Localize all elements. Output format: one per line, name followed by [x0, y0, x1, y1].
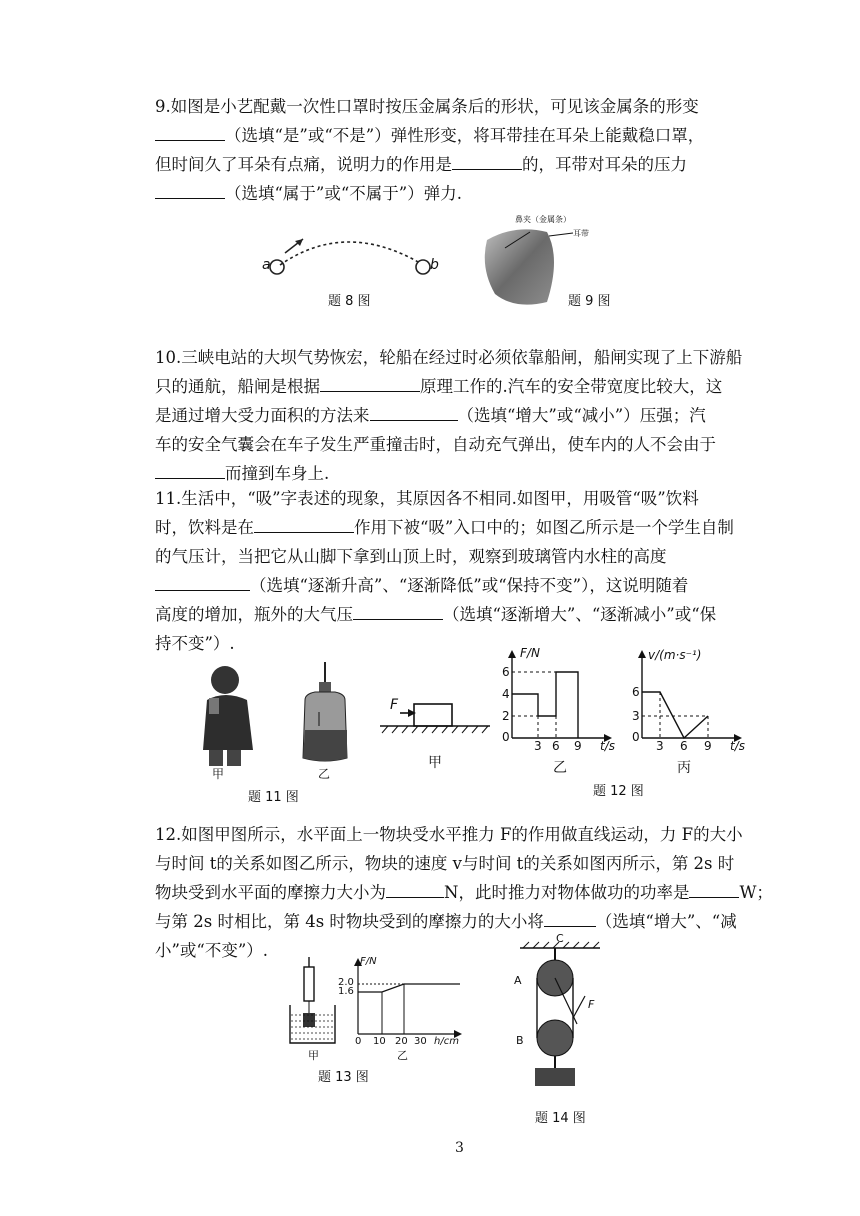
answer-blank[interactable]	[353, 601, 443, 620]
q10-line3: 是通过增大受力面积的方法来 （选填“增大”或“减小”）压强；汽	[155, 401, 775, 430]
fig12-ft-xlabel: t/s	[600, 739, 615, 753]
force-line	[358, 984, 460, 992]
question-12	[155, 820, 775, 965]
fig13-ytick: 1.6	[338, 986, 354, 997]
figure-13-apparatus	[285, 955, 345, 1050]
q10-line1: 10.三峡电站的大坝气势恢宏，轮船在经过时必须依靠船闸，船闸实现了上下游船	[155, 348, 743, 367]
q9-line4: （选填“属于”或“不属于”）弹力.	[155, 179, 775, 208]
answer-blank[interactable]	[155, 572, 250, 591]
q12-line2: 与时间 t的关系如图乙所示，物块的速度 v与时间 t的关系如图丙所示，第 2s 时	[155, 854, 735, 873]
block	[414, 704, 452, 726]
q11-line4: （选填“逐渐升高”、“逐渐降低”或“保持不变”），这说明随着	[155, 571, 775, 600]
question-10	[155, 343, 775, 488]
fig8-caption: 题 8 图	[328, 294, 371, 309]
q12-line5: 小”或“不变”）.	[155, 941, 269, 960]
page-number: 3	[455, 1140, 464, 1156]
answer-blank[interactable]	[386, 879, 444, 898]
fig12-vt-ytick: 0	[632, 730, 640, 744]
velocity-line	[642, 692, 708, 738]
fig13-xtick: 20	[395, 1036, 408, 1047]
q10-line2: 只的通航，船闸是根据 原理工作的.汽车的安全带宽度比较大，这	[155, 372, 775, 401]
fig8-label-b: b	[430, 257, 439, 273]
fig12-label-jia: 甲	[428, 755, 442, 771]
fig9-label-clip: 鼻夹（金属条）	[515, 215, 571, 224]
spring-scale	[304, 967, 314, 1001]
fig13-xtick: 30	[414, 1036, 427, 1047]
q11-line6: 持不变”）.	[155, 634, 235, 653]
trajectory-path	[280, 242, 420, 265]
q12-line4: 与第 2s 时相比，第 4s 时物块受到的摩擦力的大小将 （选填“增大”、“减	[155, 907, 775, 936]
pulley-b	[537, 1020, 573, 1056]
fig11-caption: 题 11 图	[248, 790, 299, 805]
fig12-ft-xtick: 9	[574, 739, 582, 753]
pull-force-arrow-icon	[573, 996, 585, 1018]
q9-line2: （选填“是”或“不是”）弹性形变，将耳带挂在耳朵上能戴稳口罩，	[155, 121, 775, 150]
fig9-label-ear: 耳带	[573, 229, 589, 238]
fig12-ft-xtick: 3	[534, 739, 542, 753]
fig13-xtick: 10	[373, 1036, 386, 1047]
fig12-ft-ytick: 0	[502, 730, 510, 744]
fig12-vt-xtick: 3	[656, 739, 664, 753]
fig12-label-yi: 乙	[553, 760, 567, 776]
mask-shape	[485, 229, 554, 304]
fig9-caption: 题 9 图	[568, 294, 611, 309]
fig13-label-jia: 甲	[308, 1049, 319, 1062]
fig13-caption: 题 13 图	[318, 1070, 369, 1085]
q12-line3: 物块受到水平面的摩擦力大小为 N，此时推力对物体做功的功率是 W；	[155, 878, 775, 907]
answer-blank[interactable]	[320, 373, 420, 392]
fig12-caption: 题 12 图	[593, 784, 644, 799]
fig14-caption: 题 14 图	[535, 1111, 586, 1126]
fig12-label-bing: 丙	[677, 760, 691, 776]
q10-line4: 车的安全气囊会在车子发生严重撞击时，自动充气弹出，使车内的人不会由于	[155, 435, 716, 454]
answer-blank[interactable]	[370, 402, 458, 421]
fig14-label-a: A	[514, 974, 522, 987]
fig14-label-c: C	[556, 932, 564, 945]
answer-blank[interactable]	[689, 879, 739, 898]
ball-a	[270, 260, 284, 274]
fig8-label-a: a	[262, 257, 271, 273]
ball-b	[416, 260, 430, 274]
fig12-force-label: F	[390, 697, 399, 713]
answer-blank[interactable]	[544, 908, 596, 927]
q9-line3: 但时间久了耳朵有点痛，说明力的作用是 的，耳带对耳朵的压力	[155, 150, 775, 179]
answer-blank[interactable]	[155, 180, 225, 199]
fig12-vt-xlabel: t/s	[730, 739, 745, 753]
answer-blank[interactable]	[155, 122, 225, 141]
fig12-vt-xtick: 6	[680, 739, 688, 753]
fig12-ft-ylabel: F/N	[520, 646, 540, 660]
q10-line5: 而撞到车身上.	[155, 459, 775, 488]
fig13-ylabel: F/N	[360, 956, 377, 967]
fig13-xlabel: h/cm	[434, 1036, 459, 1047]
q11-line1: 11.生活中，“吸”字表述的现象，其原因各不相同.如图甲，用吸管“吸”饮料	[155, 489, 699, 508]
fig12-ft-ytick: 6	[502, 665, 510, 679]
fig11-label-jia: 甲	[212, 767, 225, 781]
fig12-ft-xtick: 6	[552, 739, 560, 753]
q11-line5: 高度的增加，瓶外的大气压 （选填“逐渐增大”、“逐渐减小”或“保	[155, 600, 775, 629]
answer-blank[interactable]	[452, 151, 522, 170]
fig13-ytick: 2.0	[338, 977, 354, 988]
fig13-label-yi: 乙	[397, 1049, 408, 1062]
answer-blank[interactable]	[254, 514, 354, 533]
q11-line3: 的气压计，当把它从山脚下拿到山顶上时，观察到玻璃管内水柱的高度	[155, 547, 667, 566]
fig12-vt-ylabel: v/(m·s⁻¹)	[648, 648, 702, 662]
q11-line2: 时，饮料是在 作用下被“吸”入口中的；如图乙所示是一个学生自制	[155, 513, 775, 542]
figure-8	[255, 225, 475, 285]
figure-13-fh-graph	[350, 958, 470, 1043]
fig13-xtick: 0	[355, 1036, 362, 1047]
question-9	[155, 92, 775, 208]
fig12-vt-ytick: 3	[632, 709, 640, 723]
q9-line1: 9.如图是小艺配戴一次性口罩时按压金属条后的形状，可见该金属条的形变	[155, 97, 699, 116]
fig11-label-yi: 乙	[318, 767, 331, 781]
fig12-vt-ytick: 6	[632, 685, 640, 699]
q12-line1: 12.如图甲图所示，水平面上一物块受水平推力 F的作用做直线运动，力 F的大小	[155, 825, 743, 844]
answer-blank[interactable]	[155, 460, 225, 479]
figure-11	[195, 660, 370, 770]
fig12-ft-ytick: 4	[502, 687, 510, 701]
hanging-weight	[535, 1068, 575, 1086]
fig12-ft-ytick: 2	[502, 709, 510, 723]
question-11	[155, 484, 775, 658]
fig12-vt-xtick: 9	[704, 739, 712, 753]
fig14-label-f: F	[588, 998, 595, 1011]
force-step-line	[512, 672, 578, 738]
fig14-label-b: B	[516, 1034, 524, 1047]
boy-head	[211, 666, 239, 694]
figure-14-pulley	[505, 928, 615, 1093]
